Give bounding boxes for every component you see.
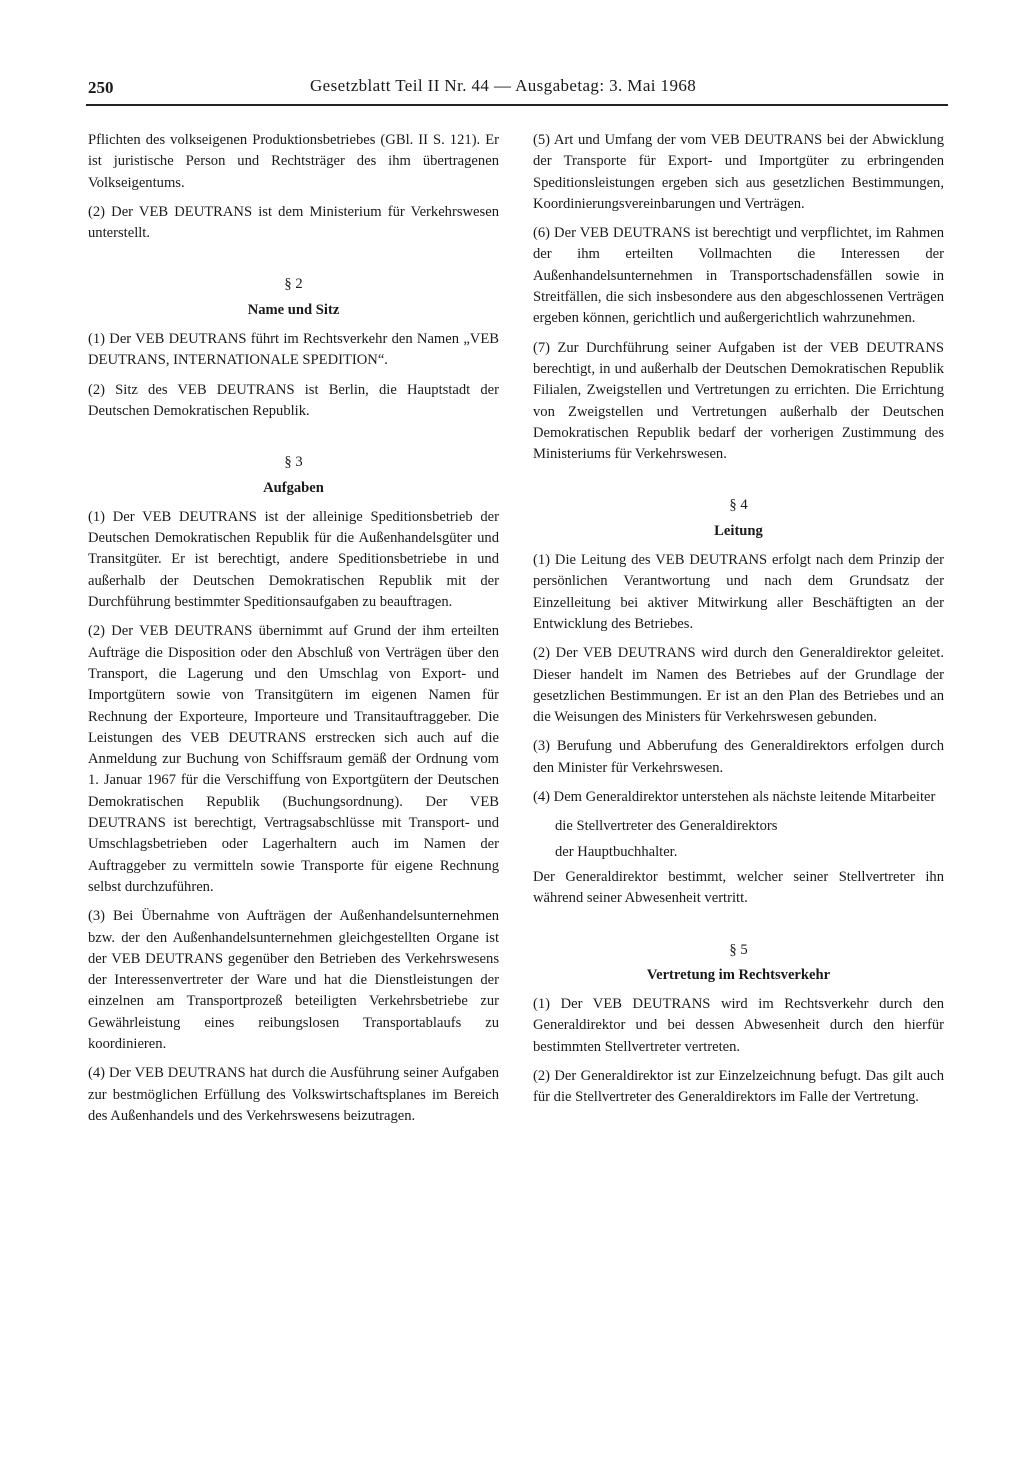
section-5-paragraph-1: (1) Der VEB DEUTRANS wird im Rechtsverkehr durch den Generaldirektor und bei dessen Abwesenheit durch den hierfür bestimmten Stellvertreter vertreten. <box>533 996 944 1055</box>
section-2-paragraph-1: (1) Der VEB DEUTRANS führt im Rechtsverkehr den Namen „VEB DEUTRANS, INTERNATIONALE SPEDITION“. <box>88 331 499 369</box>
section-3-paragraph-2: (2) Der VEB DEUTRANS übernimmt auf Grund der ihm erteilten Aufträge die Disposition oder den Abschluß von Verträgen über den Transport, die Lagerung und den Umschlag von Export- und Importgütern sowie von Transitgütern im eigenen Namen für Rechnung der Exporteure, Importeure und Transitauftraggeber. Die Leistungen des VEB DEUTRANS erstrecken sich auch auf die Anmeldung zur Buchung von Schiffsraum gemäß der Ordnung vom 1. Januar 1967 für die Verschiffung von Exportgütern der Deutschen Demokratischen Republik (Buchungsordnung). Der VEB DEUTRANS ist berechtigt, Vertragsabschlüsse mit Transport- und Umschlagsbetrieben oder Lagerhaltern auch im Namen der Auftraggeber zu vermitteln sowie Transporte für eigene Rechnung selbst durchzuführen. <box>88 623 499 895</box>
section-3-paragraph-7: (7) Zur Durchführung seiner Aufgaben ist der VEB DEUTRANS berechtigt, in und außerhalb der Deutschen Demokratischen Republik Filialen, Zweigstellen und Vertretungen zu errichten. Die Errichtung von Zweigstellen und Vertretungen außerhalb der Deutschen Demokratischen Republik bedarf der vorherigen Zustimmung des Ministeriums für Verkehrswesen. <box>533 339 944 463</box>
section-4-list-item-1: die Stellvertreter des Generaldirektors <box>555 818 778 835</box>
section-2-number: § 2 <box>284 276 303 293</box>
section-3-paragraph-6: (6) Der VEB DEUTRANS ist berechtigt und verpflichtet, im Rahmen der ihm erteilten Vollmachten die Interessen der Außenhandelsunternehmen in Transportschadensfällen sowie in Streitfällen, die sich insbesondere aus den abgeschlossenen Verträgen ergeben können, gerichtlich und außergerichtlich wahrzunehmen. <box>533 225 944 327</box>
section-3-paragraph-3: (3) Bei Übernahme von Aufträgen der Außenhandelsunternehmen bzw. der den Außenhandelsunternehmen gleichgestellten Organe ist der VEB DEUTRANS gegenüber den Betrieben des Verkehrswesens der Interessenvertreter der Ware und hat die Dienstleistungen der einzelnen am Transportprozeß beteiligten Verkehrsbetriebe zur Gewährleistung eines reibungslosen Transportablaufs zu koordinieren. <box>88 908 499 1052</box>
section-3-paragraph-1: (1) Der VEB DEUTRANS ist der alleinige Speditionsbetrieb der Deutschen Demokratischen Republik für die Außenhandelsgüter und Transitgüter. Er ist berechtigt, andere Speditionsbetriebe in und außerhalb der Deutschen Demokratischen Republik mit der Durchführung bestimmter Speditionsaufgaben zu beauftragen. <box>88 508 499 611</box>
section-2-paragraph-2: (2) Sitz des VEB DEUTRANS ist Berlin, die Hauptstadt der Deutschen Demokratischen Republik. <box>88 381 499 419</box>
section-4-paragraph-1: (1) Die Leitung des VEB DEUTRANS erfolgt nach dem Prinzip der persönlichen Verantwortung und nach dem Grundsatz der Einzelleitung bei aktiver Mitwirkung aller Beschäftigten an der Entwicklung des Betriebes. <box>533 552 944 632</box>
section-5-number: § 5 <box>729 941 748 958</box>
section-5-title: Vertretung im Rechtsverkehr <box>646 966 831 983</box>
section-4-paragraph-2: (2) Der VEB DEUTRANS wird durch den Generaldirektor geleitet. Dieser handelt im Namen des Betriebes auf der Grundlage der gesetzlichen Bestimmungen. Er ist an den Plan des Betriebes und an die Weisungen des Ministers für Verkehrswesen gebunden. <box>533 645 944 726</box>
section-4-list-item-2: der Hauptbuchhalter. <box>555 843 678 860</box>
page-number: 250 <box>88 78 114 97</box>
section-3-paragraph-4: (4) Der VEB DEUTRANS hat durch die Ausführung seiner Aufgaben zur bestmöglichen Erfüllung des Volkswirtschaftsplanes im Bereich des Außenhandels und des Verkehrswesens beizutragen. <box>88 1065 499 1124</box>
page-header <box>86 74 948 106</box>
section-3-paragraph-5: (5) Art und Umfang der vom VEB DEUTRANS bei der Abwicklung der Transporte für Export- und Importgüter zu erbringenden Speditionsleistungen ergeben sich aus gesetzlichen Bestimmungen, Koordinierungsvereinbarungen und Verträgen. <box>533 132 944 212</box>
section-4-paragraph-3: (3) Berufung und Abberufung des Generaldirektors erfolgen durch den Minister für Verkehrswesen. <box>533 738 944 776</box>
left-column <box>88 130 499 1135</box>
section-3-title: Aufgaben <box>263 479 324 496</box>
gazette-title: Gesetzblatt Teil II Nr. 44 — Ausgabetag: 3. Mai 1968 <box>310 76 697 95</box>
section-3-number: § 3 <box>284 454 303 471</box>
section-2-title: Name und Sitz <box>247 301 340 318</box>
right-column <box>533 130 944 1117</box>
section-4-number: § 4 <box>729 497 748 514</box>
paragraph-1-2: (2) Der VEB DEUTRANS ist dem Ministerium für Verkehrswesen unterstellt. <box>88 203 499 242</box>
section-4-title: Leitung <box>714 522 763 539</box>
section-4-paragraph-4: (4) Dem Generaldirektor unterstehen als nächste leitende Mitarbeiter <box>533 789 936 806</box>
section-5-paragraph-2: (2) Der Generaldirektor ist zur Einzelzeichnung befugt. Das gilt auch für die Stellvertreter des Generaldirektors im Falle der Vertretung. <box>533 1067 944 1106</box>
section-4-paragraph-5: Der Generaldirektor bestimmt, welcher seiner Stellvertreter ihn während seiner Abwesenheit vertritt. <box>533 868 944 907</box>
paragraph-continued: Pflichten des volkseigenen Produktionsbetriebes (GBl. II S. 121). Er ist juristische Person und Rechtsträger des ihm übertragenen Volkseigentums. <box>88 132 499 191</box>
